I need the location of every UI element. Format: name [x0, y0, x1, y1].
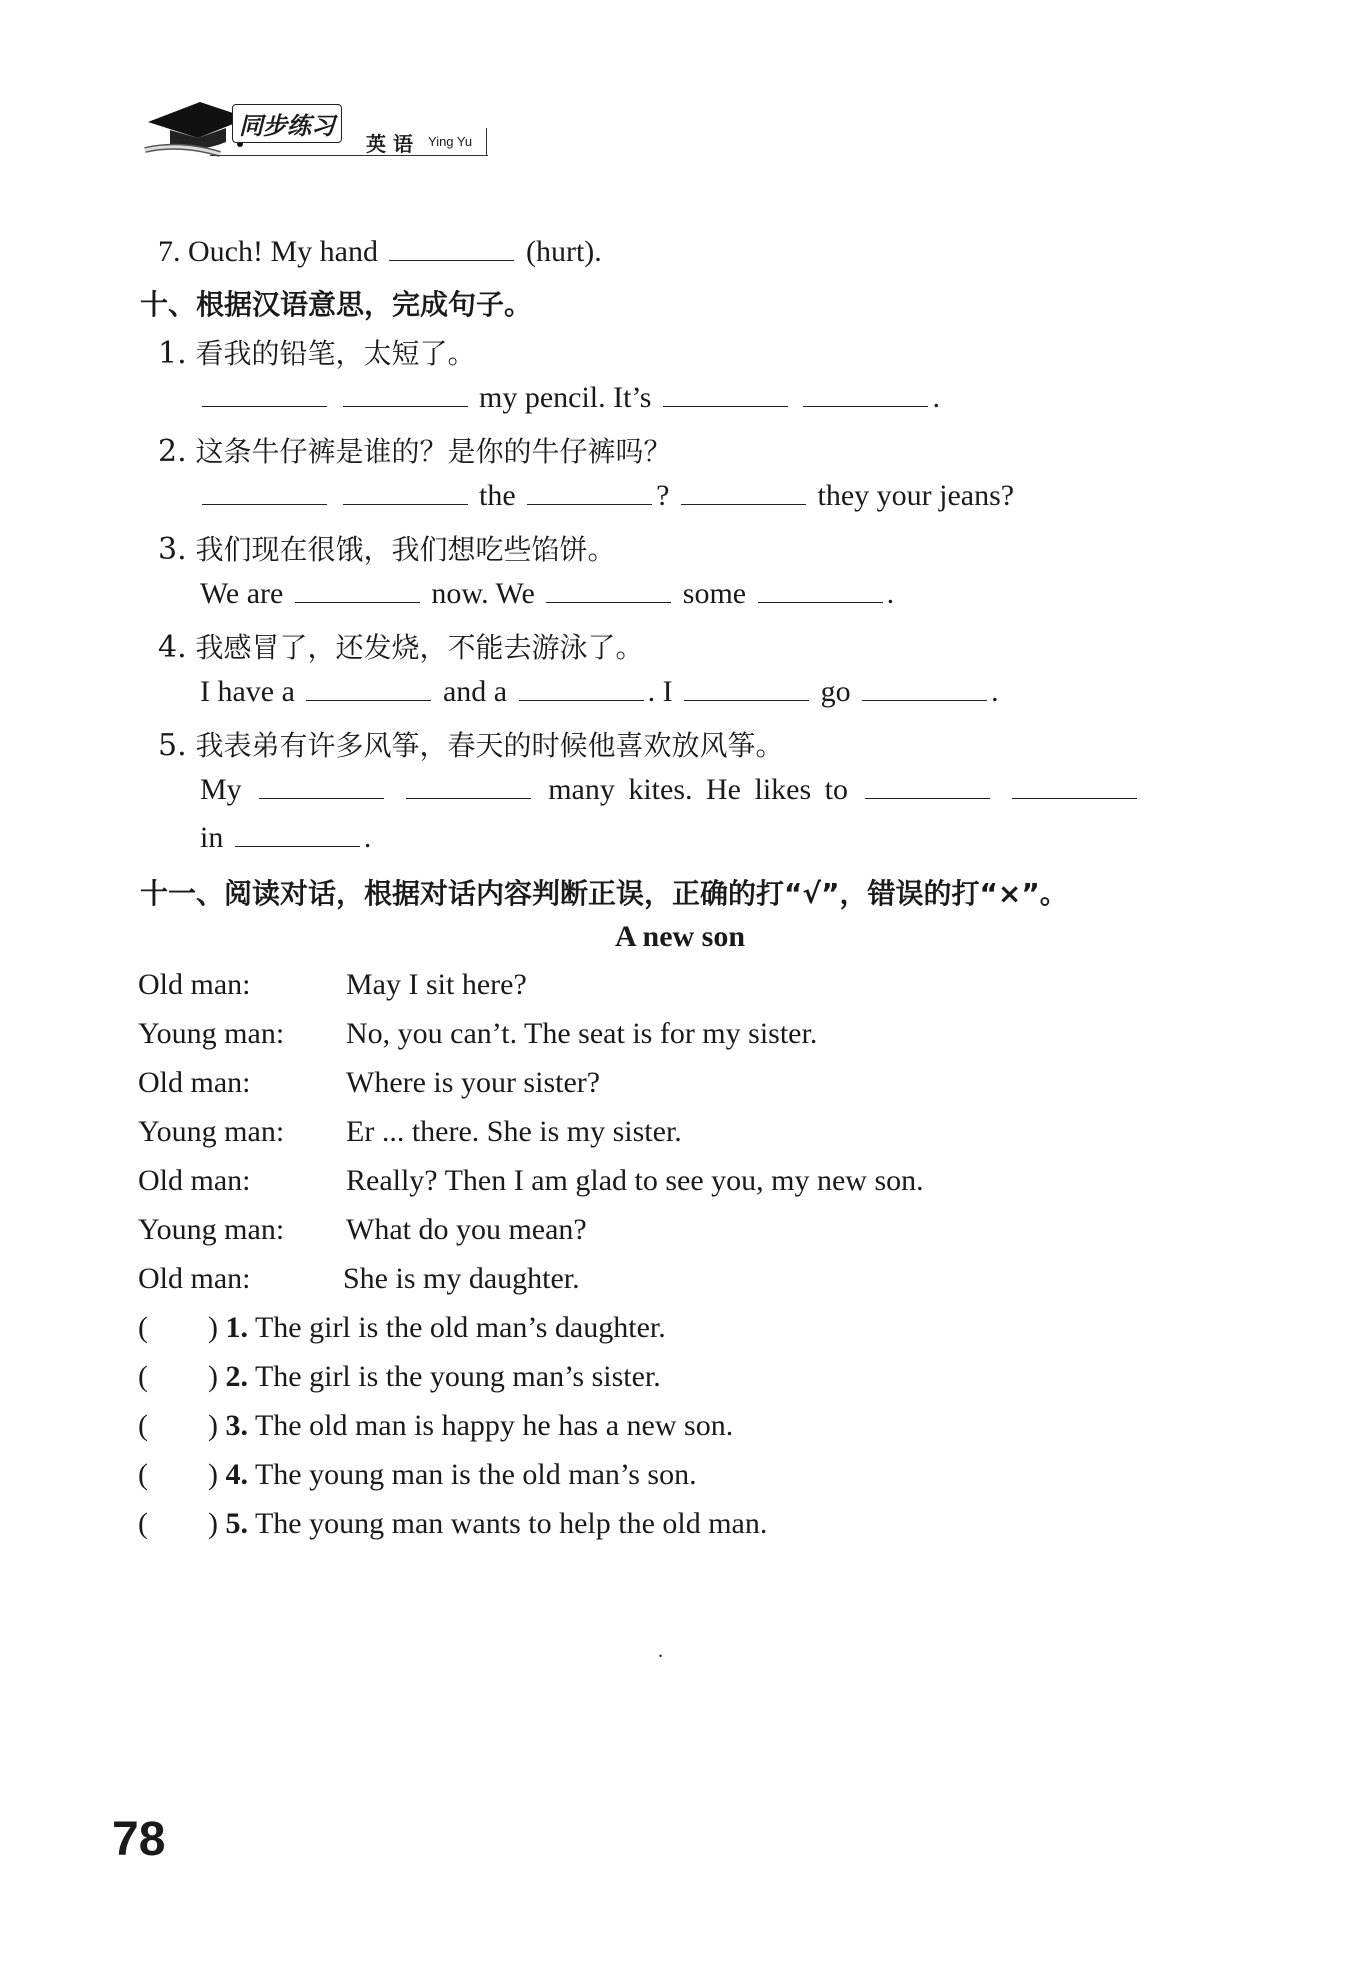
judgement-item [138, 1360, 661, 1394]
judgement-number: 3. [225, 1409, 248, 1442]
header-subject: 英 语 [366, 132, 413, 156]
dialogue-speaker: Young man: [138, 1213, 285, 1246]
judgement-number: 5. [225, 1507, 248, 1540]
judgement-text: The young man is the old man’s son. [254, 1458, 697, 1491]
answer-blank[interactable] [527, 476, 652, 505]
answer-paren-close[interactable]: ) [208, 1360, 218, 1393]
dialogue-line: No, you can’t. The seat is for my sister. [346, 1017, 818, 1050]
item-text: My [200, 773, 242, 806]
question-text: Ouch! My hand [188, 235, 378, 268]
item-text: now. We [431, 577, 535, 610]
answer-blank[interactable] [202, 476, 327, 505]
s10-item-1-en [198, 378, 940, 415]
item-chinese: 看我的铅笔，太短了。 [195, 337, 476, 370]
item-text: I have a [200, 675, 295, 708]
item-chinese: 我表弟有许多风筝，春天的时候他喜欢放风筝。 [195, 729, 784, 762]
dialogue-line: What do you mean? [346, 1213, 587, 1246]
judgement-item [138, 1507, 767, 1541]
answer-blank[interactable] [519, 672, 644, 701]
item-text: . [363, 821, 372, 854]
judgement-text: The old man is happy he has a new son. [254, 1409, 734, 1442]
stray-dot: . [658, 1640, 663, 1662]
item-number: 5. [158, 728, 187, 763]
answer-blank[interactable] [546, 574, 671, 603]
page-number: 78 [112, 1813, 166, 1866]
item-number: 1. [158, 336, 187, 371]
item-chinese: 这条牛仔裤是谁的？是你的牛仔裤吗？ [195, 435, 672, 468]
s10-item-2-zh [158, 430, 672, 470]
judgement-number: 2. [225, 1360, 248, 1393]
item-text: the [479, 479, 516, 512]
judgement-number: 1. [225, 1311, 248, 1344]
dialogue-speaker: Old man: [138, 1066, 251, 1099]
story-title: A new son [615, 920, 746, 953]
s10-item-1-zh [158, 332, 476, 372]
item-chinese: 我感冒了，还发烧，不能去游泳了。 [195, 631, 644, 664]
answer-blank[interactable] [1012, 770, 1137, 799]
dialogue-line: May I sit here? [346, 968, 527, 1001]
answer-paren-open[interactable]: ( [138, 1458, 148, 1491]
answer-blank[interactable] [306, 672, 431, 701]
answer-paren-close[interactable]: ) [208, 1458, 218, 1491]
dialogue-line: Really? Then I am glad to see you, my new son. [346, 1164, 924, 1197]
answer-blank[interactable] [663, 378, 788, 407]
header-rule-end [486, 128, 487, 156]
dialogue-line: Er ... there. She is my sister. [346, 1115, 682, 1148]
section-10-title: 十、根据汉语意思，完成句子。 [140, 288, 533, 321]
s10-item-2-en [198, 476, 1014, 513]
item-text: We are [200, 577, 284, 610]
answer-paren-open[interactable]: ( [138, 1311, 148, 1344]
s10-item-3-zh [158, 528, 616, 568]
s10-item-5-zh [158, 724, 784, 764]
item-text: many kites. He likes to [548, 773, 848, 806]
answer-blank[interactable] [389, 232, 514, 261]
item-number: 3. [158, 532, 187, 567]
item-text: . I [647, 675, 673, 708]
answer-paren-open[interactable]: ( [138, 1507, 148, 1540]
item-text: go [820, 675, 851, 708]
item-chinese: 我们现在很饿，我们想吃些馅饼。 [195, 533, 616, 566]
answer-paren-open[interactable]: ( [138, 1360, 148, 1393]
answer-blank[interactable] [684, 672, 809, 701]
question-7 [158, 232, 602, 269]
s10-item-4-zh [158, 626, 644, 666]
answer-blank[interactable] [803, 378, 928, 407]
answer-paren-close[interactable]: ) [208, 1409, 218, 1442]
judgement-item [138, 1409, 733, 1443]
answer-blank[interactable] [235, 818, 360, 847]
judgement-item [138, 1458, 697, 1492]
header-rule [210, 155, 488, 156]
dialogue-speaker: Old man: [138, 1164, 251, 1197]
s10-item-5-en-cont [200, 818, 371, 855]
dialogue-speaker: Young man: [138, 1115, 285, 1148]
dialogue-speaker: Young man: [138, 1017, 285, 1050]
answer-paren-close[interactable]: ) [208, 1507, 218, 1540]
answer-paren-open[interactable]: ( [138, 1409, 148, 1442]
answer-blank[interactable] [681, 476, 806, 505]
s10-item-5-en [200, 770, 1141, 807]
section-11-title: 十一、阅读对话，根据对话内容判断正误，正确的打“√”，错误的打“×”。 [140, 877, 1068, 910]
item-text: in [200, 821, 224, 854]
judgement-number: 4. [225, 1458, 248, 1491]
answer-blank[interactable] [295, 574, 420, 603]
item-number: 4. [158, 630, 187, 665]
answer-blank[interactable] [202, 378, 327, 407]
answer-blank[interactable] [343, 378, 468, 407]
answer-blank[interactable] [758, 574, 883, 603]
item-text: ? [656, 479, 670, 512]
answer-paren-close[interactable]: ) [208, 1311, 218, 1344]
item-text: they your jeans? [817, 479, 1015, 512]
answer-blank[interactable] [406, 770, 531, 799]
s10-item-3-en [200, 574, 894, 611]
judgement-text: The girl is the old man’s daughter. [254, 1311, 666, 1344]
item-text: . [886, 577, 895, 610]
answer-blank[interactable] [862, 672, 987, 701]
item-text: . [991, 675, 999, 708]
answer-blank[interactable] [259, 770, 384, 799]
item-text: some [682, 577, 747, 610]
question-number: 7. [158, 235, 181, 268]
answer-blank[interactable] [343, 476, 468, 505]
item-number: 2. [158, 434, 187, 469]
item-text: my pencil. It’s [479, 381, 652, 414]
header-logo-text: 同步练习 [232, 104, 342, 143]
judgement-item [138, 1311, 666, 1345]
s10-item-4-en [200, 672, 999, 709]
judgement-text: The young man wants to help the old man. [254, 1507, 768, 1540]
dialogue-line: She is my daughter. [343, 1262, 580, 1295]
answer-blank[interactable] [865, 770, 990, 799]
dialogue-speaker: Old man: [138, 968, 251, 1001]
dialogue-line: Where is your sister? [346, 1066, 601, 1099]
item-text: . [932, 381, 940, 414]
item-text: and a [442, 675, 508, 708]
judgement-text: The girl is the young man’s sister. [254, 1360, 661, 1393]
header-pinyin: Ying Yu [428, 134, 473, 149]
dialogue-speaker: Old man: [138, 1262, 251, 1295]
question-hint: (hurt). [525, 235, 602, 268]
